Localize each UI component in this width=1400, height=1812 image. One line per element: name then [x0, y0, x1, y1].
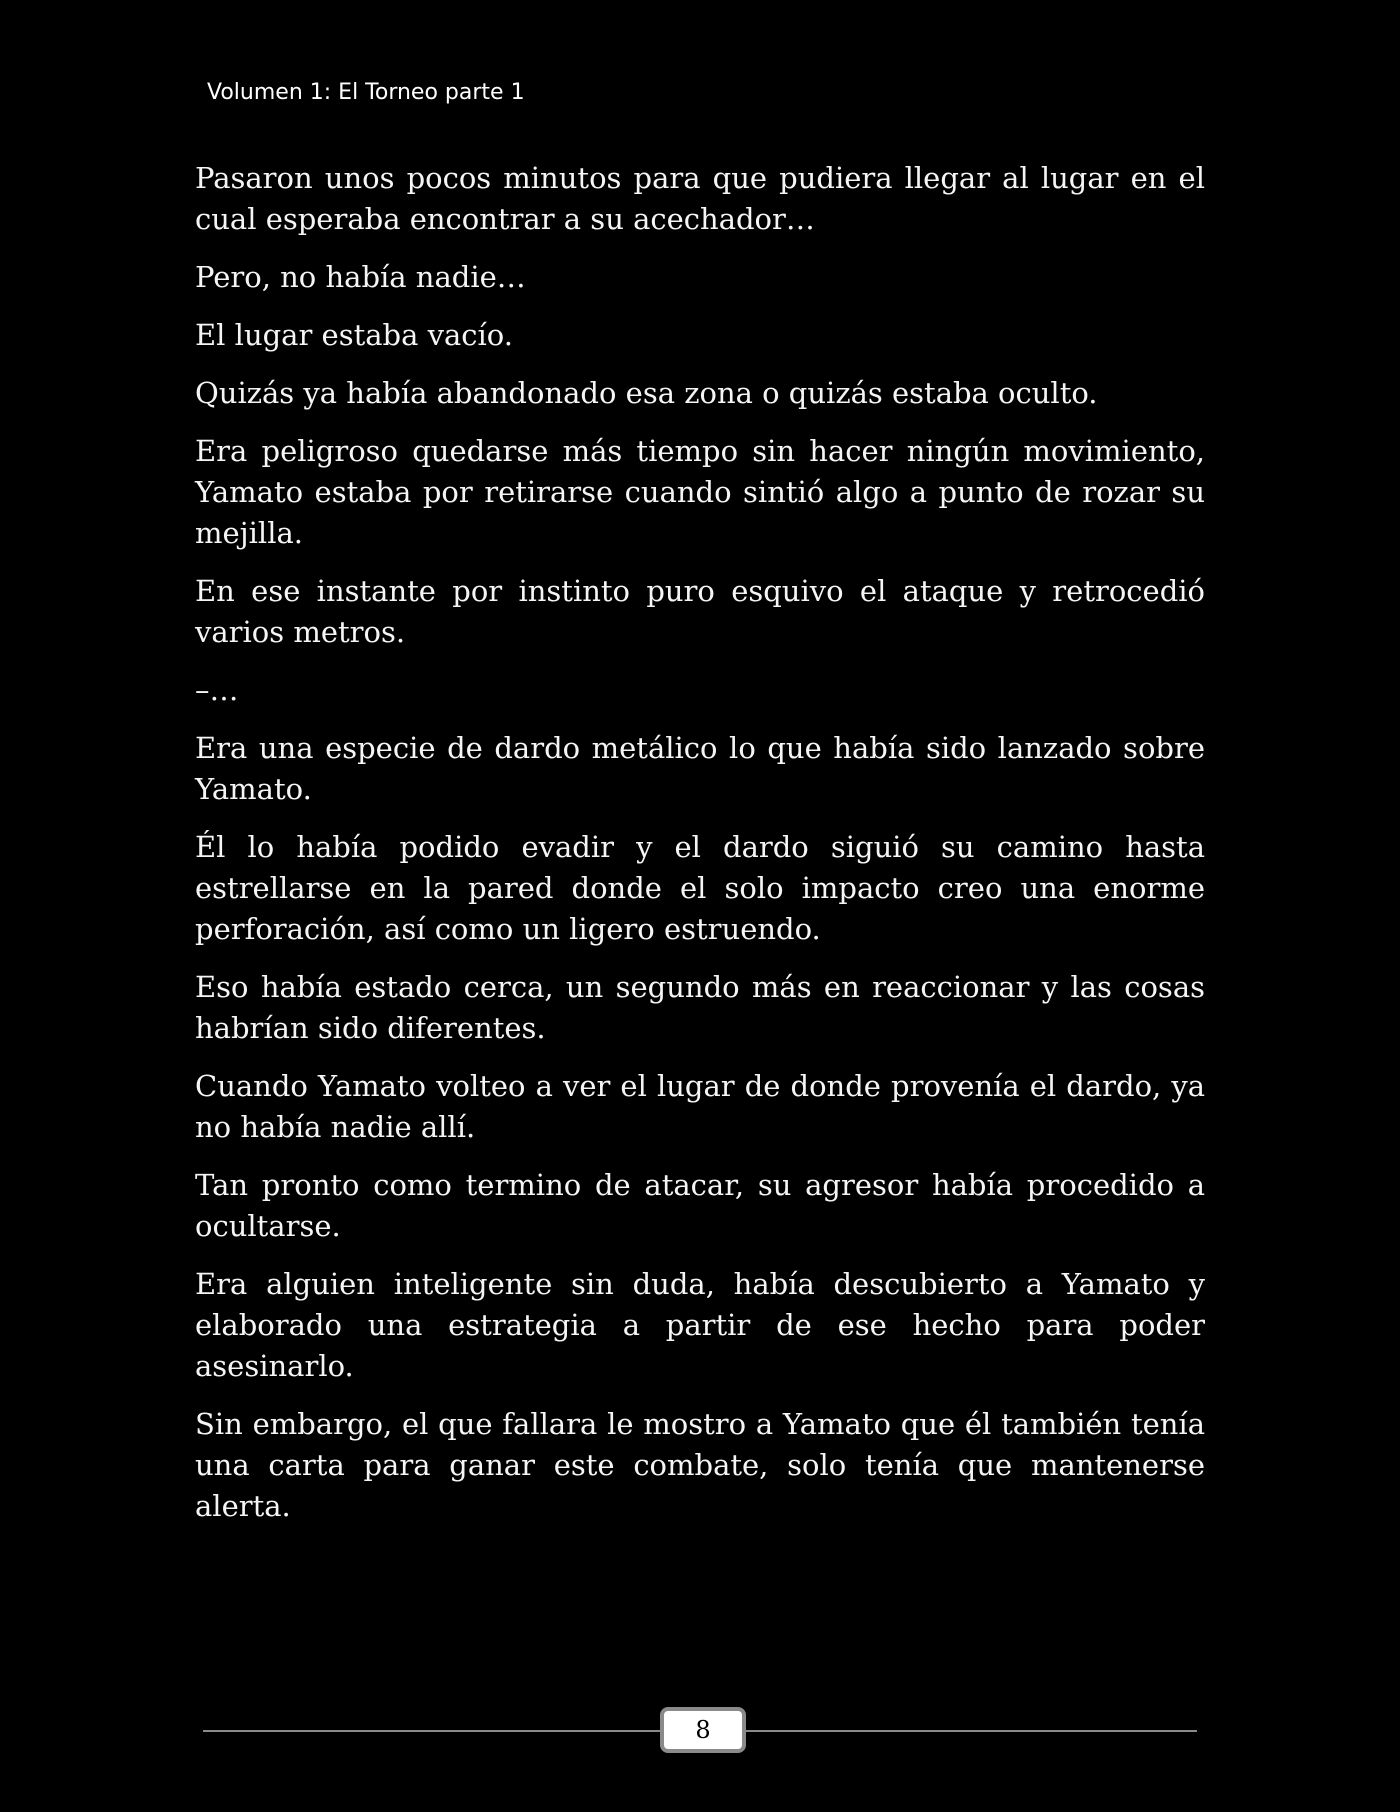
page-number: 8 [695, 1716, 711, 1744]
footer-rule-left [203, 1730, 663, 1732]
page-header: Volumen 1: El Torneo parte 1 [207, 80, 525, 105]
paragraph: El lugar estaba vacío. [195, 318, 513, 352]
paragraph: Era una especie de dardo metálico lo que había sido lanzado sobre Yamato. [195, 731, 1205, 806]
paragraph: Tan pronto como termino de atacar, su agresor había procedido a ocultarse. [195, 1168, 1205, 1243]
paragraph: –… [195, 673, 239, 707]
paragraph: Cuando Yamato volteo a ver el lugar de donde provenía el dardo, ya no había nadie allí. [195, 1069, 1205, 1144]
paragraph: Pero, no había nadie… [195, 260, 526, 294]
paragraph: Pasaron unos pocos minutos para que pudiera llegar al lugar en el cual esperaba encontrar a su acechador… [195, 161, 1205, 236]
paragraph: Era alguien inteligente sin duda, había descubierto a Yamato y elaborado una estrategia a partir de ese hecho para poder asesinarlo. [195, 1267, 1205, 1383]
paragraph: Sin embargo, el que fallara le mostro a Yamato que él también tenía una carta para ganar este combate, solo tenía que mantenerse alerta. [195, 1407, 1205, 1523]
paragraph: Era peligroso quedarse más tiempo sin hacer ningún movimiento, Yamato estaba por retirarse cuando sintió algo a punto de rozar su mejilla. [195, 434, 1205, 550]
page-number-box [660, 1707, 746, 1753]
paragraph: Él lo había podido evadir y el dardo siguió su camino hasta estrellarse en la pared donde el solo impacto creo una enorme perforación, así como un ligero estruendo. [195, 830, 1205, 946]
footer-rule-right [745, 1730, 1197, 1732]
paragraph: Quizás ya había abandonado esa zona o quizás estaba oculto. [195, 376, 1098, 410]
body-text [195, 158, 1205, 1544]
paragraph: Eso había estado cerca, un segundo más en reaccionar y las cosas habrían sido diferentes. [195, 970, 1205, 1045]
paragraph: En ese instante por instinto puro esquivo el ataque y retrocedió varios metros. [195, 574, 1205, 649]
